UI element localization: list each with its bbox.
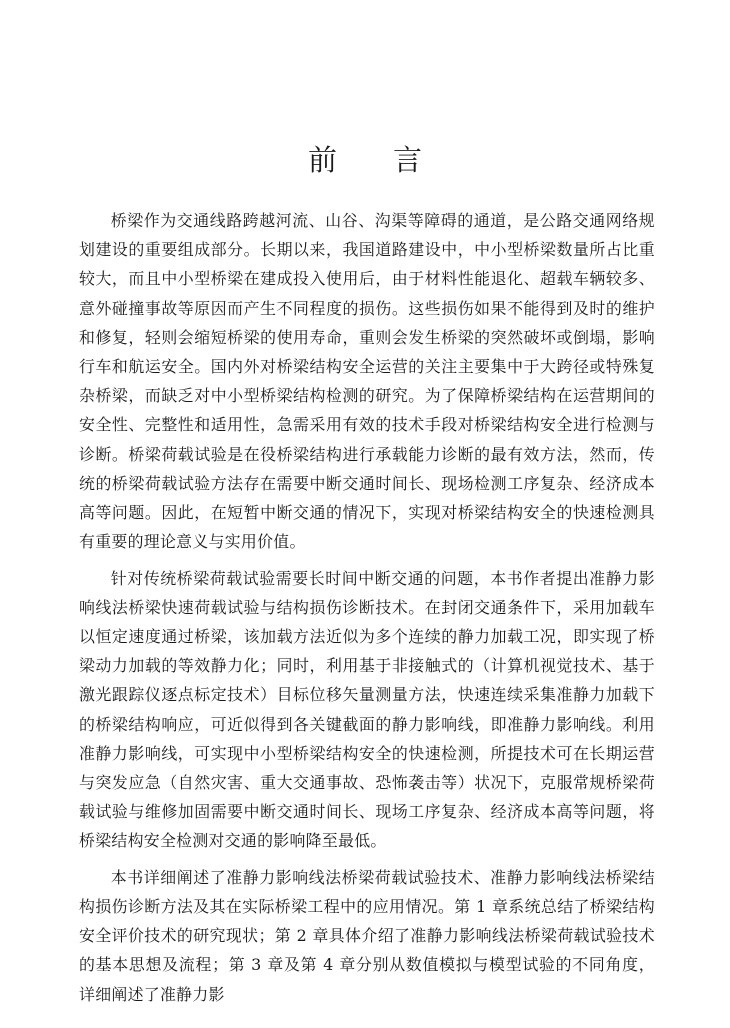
paragraph-1: 桥梁作为交通线路跨越河流、山谷、沟渠等障碍的通道，是公路交通网络规划建设的重要组成部分。长期以来，我国道路建设中，中小型桥梁数量所占比重较大，而且中小型桥梁在建成投入使用后，由于材料性能退化、超载车辆较多、意外碰撞事故等原因而产生不同程度的损伤。这些损伤如果不能得到及时的维护和修复，轻则会缩短桥梁的使用寿命，重则会发生桥梁的突然破坏或倒塌，影响行车和航运安全。国内外对桥梁结构安全运营的关注主要集中于大跨径或特殊复杂桥梁，而缺乏对中小型桥梁结构检测的研究。为了保障桥梁结构在运营期间的安全性、完整性和适用性，急需采用有效的技术手段对桥梁结构安全进行检测与诊断。桥梁荷载试验是在役桥梁结构进行承载能力诊断的最有效方法，然而，传统的桥梁荷载试验方法存在需要中断交通时间长、现场检测工序复杂、经济成本高等问题。因此，在短暂中断交通的情况下，实现对桥梁结构安全的快速检测具有重要的理论意义与实用价值。 bbox=[79, 211, 655, 552]
preface-body bbox=[79, 206, 655, 1016]
paragraph-3: 本书详细阐述了准静力影响线法桥梁荷载试验技术、准静力影响线法桥梁结构损伤诊断方法及其在实际桥梁工程中的应用情况。第 1 章系统总结了桥梁结构安全评价技术的研究现状；第 2 章具体介绍了准静力影响线法桥梁荷载试验技术的基本思想及流程；第 3 章及第 4 章分别从数值模拟与模型试验的不同角度，详细阐述了准静力影 bbox=[79, 867, 655, 1004]
page-title: 前言 bbox=[307, 143, 478, 177]
paragraph-2: 针对传统桥梁荷载试验需要长时间中断交通的问题，本书作者提出准静力影响线法桥梁快速荷载试验与结构损伤诊断技术。在封闭交通条件下，采用加载车以恒定速度通过桥梁，该加载方法近似为多个连续的静力加载工况，即实现了桥梁动力加载的等效静力化；同时，利用基于非接触式的（计算机视觉技术、基于激光跟踪仪逐点标定技术）目标位移矢量测量方法，快速连续采集准静力加载下的桥梁结构响应，可近似得到各关键截面的静力影响线，即准静力影响线。利用准静力影响线，可实现中小型桥梁结构安全的快速检测，所提技术可在长期运营与突发应急（自然灾害、重大交通事故、恐怖袭击等）状况下，克服常规桥梁荷载试验与维修加固需要中断交通时间长、现场工序复杂、经济成本高等问题，将桥梁结构安全检测对交通的影响降至最低。 bbox=[79, 568, 655, 851]
